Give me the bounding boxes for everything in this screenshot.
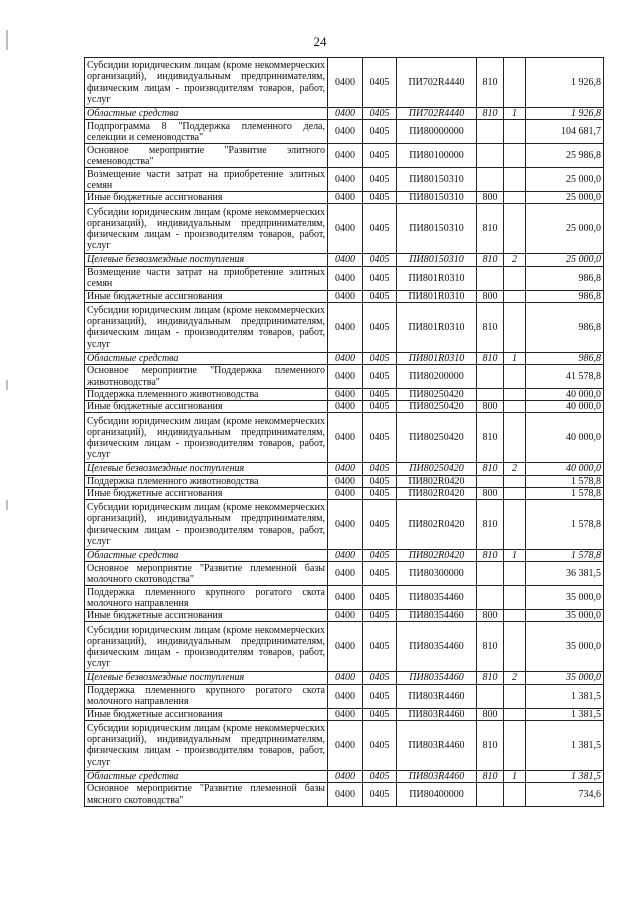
cell-expense-type: [477, 586, 504, 610]
cell-target-article: ПИ80200000: [397, 365, 477, 389]
cell-target-article: ПИ80354460: [397, 610, 477, 622]
cell-ministry-code: 0400: [328, 708, 363, 720]
cell-target-article: ПИ80250420: [397, 389, 477, 401]
cell-name: Основное мероприятие "Поддержка племенного животноводства": [85, 365, 328, 389]
cell-amount: 25 986,8: [526, 144, 604, 168]
cell-funding-source: [504, 708, 526, 720]
cell-amount: 25 000,0: [526, 168, 604, 192]
cell-funding-source: 2: [504, 463, 526, 475]
cell-name: Субсидии юридическим лицам (кроме некоммерческих организаций), индивидуальным предпринимателям, физическим лицам - производителям товаров, работ, услуг: [85, 204, 328, 254]
cell-name: Поддержка племенного крупного рогатого скота молочного направления: [85, 684, 328, 708]
cell-funding-source: [504, 58, 526, 108]
table-row: [85, 672, 604, 684]
cell-expense-type: 810: [477, 58, 504, 108]
cell-funding-source: [504, 389, 526, 401]
cell-amount: 41 578,8: [526, 365, 604, 389]
cell-ministry-code: 0400: [328, 720, 363, 770]
table-row: [85, 586, 604, 610]
cell-funding-source: [504, 144, 526, 168]
table-row: [85, 708, 604, 720]
cell-name: Основное мероприятие "Развитие племенной базы молочного скотоводства": [85, 562, 328, 586]
cell-funding-source: 1: [504, 550, 526, 562]
cell-ministry-code: 0400: [328, 550, 363, 562]
cell-amount: 104 681,7: [526, 120, 604, 144]
cell-ministry-code: 0400: [328, 622, 363, 672]
cell-funding-source: [504, 302, 526, 352]
cell-expense-type: [477, 389, 504, 401]
cell-section-code: 0405: [363, 266, 397, 290]
cell-name: Субсидии юридическим лицам (кроме некоммерческих организаций), индивидуальным предпринимателям, физическим лицам - производителям товаров, работ, услуг: [85, 58, 328, 108]
cell-expense-type: [477, 266, 504, 290]
budget-table-body: [85, 58, 604, 807]
cell-funding-source: [504, 562, 526, 586]
cell-funding-source: [504, 266, 526, 290]
cell-expense-type: 810: [477, 108, 504, 120]
cell-funding-source: 1: [504, 352, 526, 364]
cell-amount: 1 381,5: [526, 708, 604, 720]
table-row: [85, 720, 604, 770]
cell-name: Иные бюджетные ассигнования: [85, 487, 328, 499]
cell-target-article: ПИ802R0420: [397, 475, 477, 487]
cell-target-article: ПИ801R0310: [397, 290, 477, 302]
cell-ministry-code: 0400: [328, 463, 363, 475]
cell-amount: 986,8: [526, 266, 604, 290]
cell-target-article: ПИ802R0420: [397, 487, 477, 499]
cell-expense-type: [477, 562, 504, 586]
cell-target-article: ПИ80400000: [397, 783, 477, 807]
cell-target-article: ПИ803R4460: [397, 720, 477, 770]
cell-ministry-code: 0400: [328, 204, 363, 254]
cell-ministry-code: 0400: [328, 413, 363, 463]
cell-ministry-code: 0400: [328, 108, 363, 120]
cell-target-article: ПИ801R0310: [397, 302, 477, 352]
cell-ministry-code: 0400: [328, 562, 363, 586]
table-row: [85, 610, 604, 622]
cell-section-code: 0405: [363, 684, 397, 708]
cell-ministry-code: 0400: [328, 58, 363, 108]
table-row: [85, 389, 604, 401]
cell-target-article: ПИ702R4440: [397, 108, 477, 120]
scan-margin-mark: [6, 500, 8, 510]
cell-name: Поддержка племенного животноводства: [85, 389, 328, 401]
table-row: [85, 783, 604, 807]
table-row: [85, 365, 604, 389]
cell-section-code: 0405: [363, 204, 397, 254]
cell-target-article: ПИ80150310: [397, 168, 477, 192]
table-row: [85, 413, 604, 463]
table-row: [85, 108, 604, 120]
table-row: [85, 144, 604, 168]
table-row: [85, 168, 604, 192]
cell-ministry-code: 0400: [328, 192, 363, 204]
cell-amount: 986,8: [526, 352, 604, 364]
cell-expense-type: 810: [477, 550, 504, 562]
cell-target-article: ПИ80354460: [397, 622, 477, 672]
table-row: [85, 401, 604, 413]
cell-target-article: ПИ803R4460: [397, 770, 477, 782]
cell-section-code: 0405: [363, 108, 397, 120]
cell-expense-type: 800: [477, 401, 504, 413]
cell-amount: 986,8: [526, 290, 604, 302]
table-row: [85, 770, 604, 782]
cell-section-code: 0405: [363, 290, 397, 302]
cell-section-code: 0405: [363, 120, 397, 144]
cell-target-article: ПИ803R4460: [397, 684, 477, 708]
cell-section-code: 0405: [363, 192, 397, 204]
table-row: [85, 500, 604, 550]
cell-section-code: 0405: [363, 672, 397, 684]
cell-amount: 1 578,8: [526, 500, 604, 550]
cell-amount: 25 000,0: [526, 192, 604, 204]
cell-ministry-code: 0400: [328, 144, 363, 168]
cell-name: Возмещение части затрат на приобретение элитных семян: [85, 168, 328, 192]
cell-funding-source: [504, 500, 526, 550]
budget-table: [84, 57, 604, 807]
cell-amount: 35 000,0: [526, 622, 604, 672]
cell-target-article: ПИ80354460: [397, 672, 477, 684]
cell-funding-source: [504, 192, 526, 204]
cell-ministry-code: 0400: [328, 302, 363, 352]
cell-target-article: ПИ80150310: [397, 204, 477, 254]
table-row: [85, 463, 604, 475]
table-row: [85, 120, 604, 144]
cell-section-code: 0405: [363, 365, 397, 389]
cell-name: Иные бюджетные ассигнования: [85, 192, 328, 204]
cell-section-code: 0405: [363, 708, 397, 720]
cell-name: Областные средства: [85, 770, 328, 782]
cell-section-code: 0405: [363, 413, 397, 463]
cell-amount: 1 578,8: [526, 487, 604, 499]
cell-target-article: ПИ80100000: [397, 144, 477, 168]
cell-ministry-code: 0400: [328, 254, 363, 266]
cell-ministry-code: 0400: [328, 770, 363, 782]
cell-expense-type: 810: [477, 720, 504, 770]
cell-name: Областные средства: [85, 108, 328, 120]
cell-funding-source: [504, 783, 526, 807]
cell-expense-type: 810: [477, 352, 504, 364]
cell-expense-type: 810: [477, 463, 504, 475]
cell-name: Основное мероприятие "Развитие элитного семеноводства": [85, 144, 328, 168]
cell-name: Областные средства: [85, 550, 328, 562]
cell-expense-type: [477, 475, 504, 487]
cell-expense-type: 800: [477, 192, 504, 204]
cell-ministry-code: 0400: [328, 783, 363, 807]
cell-section-code: 0405: [363, 401, 397, 413]
cell-name: Поддержка племенного животноводства: [85, 475, 328, 487]
cell-amount: 1 381,5: [526, 720, 604, 770]
cell-ministry-code: 0400: [328, 120, 363, 144]
cell-ministry-code: 0400: [328, 672, 363, 684]
cell-funding-source: [504, 120, 526, 144]
cell-amount: 734,6: [526, 783, 604, 807]
cell-ministry-code: 0400: [328, 610, 363, 622]
cell-ministry-code: 0400: [328, 365, 363, 389]
cell-expense-type: [477, 684, 504, 708]
cell-expense-type: [477, 144, 504, 168]
cell-funding-source: [504, 365, 526, 389]
cell-expense-type: 800: [477, 708, 504, 720]
cell-ministry-code: 0400: [328, 684, 363, 708]
cell-target-article: ПИ80150310: [397, 254, 477, 266]
cell-funding-source: 1: [504, 770, 526, 782]
cell-section-code: 0405: [363, 586, 397, 610]
cell-target-article: ПИ803R4460: [397, 708, 477, 720]
cell-expense-type: 810: [477, 204, 504, 254]
cell-name: Областные средства: [85, 352, 328, 364]
cell-funding-source: [504, 610, 526, 622]
cell-amount: 35 000,0: [526, 586, 604, 610]
cell-name: Возмещение части затрат на приобретение элитных семян: [85, 266, 328, 290]
cell-section-code: 0405: [363, 487, 397, 499]
cell-amount: 1 578,8: [526, 475, 604, 487]
table-row: [85, 58, 604, 108]
table-row: [85, 266, 604, 290]
cell-expense-type: 810: [477, 500, 504, 550]
cell-amount: 1 381,5: [526, 770, 604, 782]
cell-name: Подпрограмма 8 "Поддержка племенного дела, селекции и семеноводства": [85, 120, 328, 144]
cell-name: Субсидии юридическим лицам (кроме некоммерческих организаций), индивидуальным предпринимателям, физическим лицам - производителям товаров, работ, услуг: [85, 413, 328, 463]
cell-target-article: ПИ80300000: [397, 562, 477, 586]
cell-target-article: ПИ802R0420: [397, 550, 477, 562]
cell-amount: 25 000,0: [526, 204, 604, 254]
cell-ministry-code: 0400: [328, 475, 363, 487]
cell-expense-type: 800: [477, 290, 504, 302]
cell-expense-type: 810: [477, 413, 504, 463]
cell-target-article: ПИ80354460: [397, 586, 477, 610]
cell-name: Субсидии юридическим лицам (кроме некоммерческих организаций), индивидуальным предпринимателям, физическим лицам - производителям товаров, работ, услуг: [85, 720, 328, 770]
cell-expense-type: [477, 120, 504, 144]
cell-name: Поддержка племенного крупного рогатого скота молочного направления: [85, 586, 328, 610]
cell-expense-type: 810: [477, 254, 504, 266]
cell-amount: 1 926,8: [526, 58, 604, 108]
cell-section-code: 0405: [363, 610, 397, 622]
cell-expense-type: 810: [477, 622, 504, 672]
cell-name: Субсидии юридическим лицам (кроме некоммерческих организаций), индивидуальным предпринимателям, физическим лицам - производителям товаров, работ, услуг: [85, 622, 328, 672]
table-row: [85, 302, 604, 352]
cell-ministry-code: 0400: [328, 401, 363, 413]
cell-ministry-code: 0400: [328, 352, 363, 364]
cell-expense-type: 800: [477, 487, 504, 499]
cell-funding-source: 2: [504, 672, 526, 684]
cell-section-code: 0405: [363, 500, 397, 550]
cell-ministry-code: 0400: [328, 168, 363, 192]
cell-funding-source: [504, 487, 526, 499]
cell-target-article: ПИ702R4440: [397, 58, 477, 108]
cell-ministry-code: 0400: [328, 266, 363, 290]
table-row: [85, 254, 604, 266]
cell-target-article: ПИ801R0310: [397, 266, 477, 290]
cell-section-code: 0405: [363, 302, 397, 352]
cell-funding-source: 2: [504, 254, 526, 266]
cell-section-code: 0405: [363, 389, 397, 401]
cell-name: Субсидии юридическим лицам (кроме некоммерческих организаций), индивидуальным предпринимателям, физическим лицам - производителям товаров, работ, услуг: [85, 302, 328, 352]
cell-funding-source: [504, 413, 526, 463]
cell-amount: 35 000,0: [526, 672, 604, 684]
table-row: [85, 684, 604, 708]
cell-target-article: ПИ801R0310: [397, 352, 477, 364]
cell-name: Иные бюджетные ассигнования: [85, 401, 328, 413]
cell-funding-source: [504, 204, 526, 254]
cell-amount: 1 926,8: [526, 108, 604, 120]
cell-funding-source: [504, 586, 526, 610]
cell-amount: 40 000,0: [526, 413, 604, 463]
cell-funding-source: [504, 168, 526, 192]
cell-ministry-code: 0400: [328, 487, 363, 499]
table-row: [85, 622, 604, 672]
cell-section-code: 0405: [363, 58, 397, 108]
cell-amount: 40 000,0: [526, 401, 604, 413]
table-row: [85, 550, 604, 562]
cell-section-code: 0405: [363, 144, 397, 168]
cell-amount: 986,8: [526, 302, 604, 352]
cell-section-code: 0405: [363, 352, 397, 364]
table-row: [85, 352, 604, 364]
cell-expense-type: [477, 365, 504, 389]
cell-name: Целевые безвозмездные поступления: [85, 254, 328, 266]
cell-amount: 1 578,8: [526, 550, 604, 562]
page-number: 24: [313, 34, 327, 49]
cell-section-code: 0405: [363, 720, 397, 770]
cell-target-article: ПИ80250420: [397, 413, 477, 463]
scan-margin-mark: [6, 380, 8, 390]
table-row: [85, 562, 604, 586]
cell-name: Иные бюджетные ассигнования: [85, 708, 328, 720]
cell-section-code: 0405: [363, 562, 397, 586]
cell-ministry-code: 0400: [328, 586, 363, 610]
cell-amount: 40 000,0: [526, 389, 604, 401]
cell-amount: 25 000,0: [526, 254, 604, 266]
cell-section-code: 0405: [363, 770, 397, 782]
cell-expense-type: 810: [477, 672, 504, 684]
cell-funding-source: [504, 475, 526, 487]
cell-name: Иные бюджетные ассигнования: [85, 610, 328, 622]
cell-funding-source: [504, 401, 526, 413]
cell-amount: 35 000,0: [526, 610, 604, 622]
cell-funding-source: [504, 720, 526, 770]
cell-funding-source: [504, 290, 526, 302]
cell-target-article: ПИ80000000: [397, 120, 477, 144]
cell-target-article: ПИ80250420: [397, 463, 477, 475]
table-row: [85, 192, 604, 204]
cell-name: Основное мероприятие "Развитие племенной базы мясного скотоводства": [85, 783, 328, 807]
table-row: [85, 487, 604, 499]
table-row: [85, 290, 604, 302]
cell-target-article: ПИ80250420: [397, 401, 477, 413]
cell-expense-type: 800: [477, 610, 504, 622]
cell-name: Целевые безвозмездные поступления: [85, 672, 328, 684]
cell-expense-type: [477, 783, 504, 807]
cell-ministry-code: 0400: [328, 290, 363, 302]
cell-expense-type: 810: [477, 770, 504, 782]
cell-section-code: 0405: [363, 475, 397, 487]
table-row: [85, 475, 604, 487]
cell-name: Субсидии юридическим лицам (кроме некоммерческих организаций), индивидуальным предпринимателям, физическим лицам - производителям товаров, работ, услуг: [85, 500, 328, 550]
cell-section-code: 0405: [363, 254, 397, 266]
cell-amount: 40 000,0: [526, 463, 604, 475]
cell-section-code: 0405: [363, 622, 397, 672]
cell-funding-source: 1: [504, 108, 526, 120]
cell-name: Целевые безвозмездные поступления: [85, 463, 328, 475]
table-row: [85, 204, 604, 254]
cell-target-article: ПИ802R0420: [397, 500, 477, 550]
cell-amount: 36 381,5: [526, 562, 604, 586]
cell-section-code: 0405: [363, 550, 397, 562]
cell-section-code: 0405: [363, 463, 397, 475]
cell-expense-type: [477, 168, 504, 192]
cell-funding-source: [504, 622, 526, 672]
cell-funding-source: [504, 684, 526, 708]
cell-ministry-code: 0400: [328, 389, 363, 401]
cell-name: Иные бюджетные ассигнования: [85, 290, 328, 302]
cell-amount: 1 381,5: [526, 684, 604, 708]
cell-section-code: 0405: [363, 168, 397, 192]
cell-ministry-code: 0400: [328, 500, 363, 550]
cell-expense-type: 810: [477, 302, 504, 352]
cell-section-code: 0405: [363, 783, 397, 807]
cell-target-article: ПИ80150310: [397, 192, 477, 204]
